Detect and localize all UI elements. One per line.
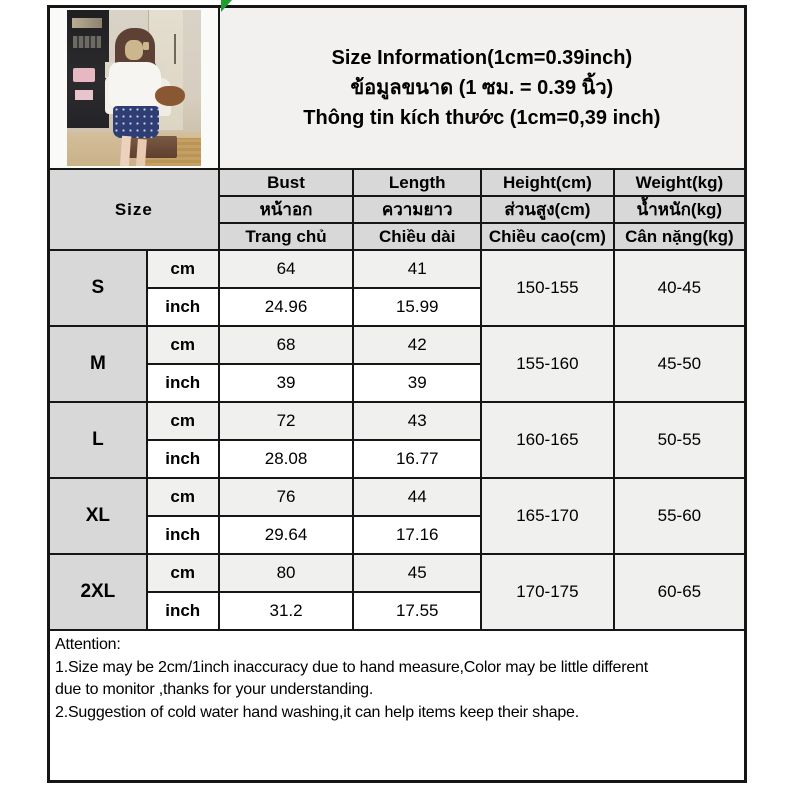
bust-inch-2xl: 31.2 [219,592,354,630]
size-label-xl: XL [49,478,147,554]
header-weight-th: น้ำหนัก(kg) [614,196,746,223]
size-label-s: S [49,250,147,326]
length-inch-l: 16.77 [353,440,481,478]
photo-model-legs [120,136,131,166]
photo-table [125,136,177,158]
unit-label-inch: inch [147,364,219,402]
bust-cm-2xl: 80 [219,554,354,592]
unit-label-cm: cm [147,402,219,440]
header-length-en: Length [353,169,481,196]
unit-label-inch: inch [147,516,219,554]
unit-label-cm: cm [147,554,219,592]
length-inch-xl: 17.16 [353,516,481,554]
weight-range-2xl: 60-65 [614,554,746,630]
attention-line: due to monitor ,thanks for your understanding. [55,681,374,698]
length-cm-l: 43 [353,402,481,440]
bust-cm-l: 72 [219,402,354,440]
header-length-th: ความยาว [353,196,481,223]
header-height-en: Height(cm) [481,169,614,196]
length-cm-m: 42 [353,326,481,364]
title-english: Size Information(1cm=0.39inch) [331,47,633,69]
green-corner-marker [221,0,232,12]
header-weight-en: Weight(kg) [614,169,746,196]
unit-label-inch: inch [147,288,219,326]
size-column-header: Size [49,169,219,250]
bust-cm-xl: 76 [219,478,354,516]
header-bust-en: Bust [219,169,354,196]
product-photo-cell [49,7,219,170]
header-bust-vi: Trang chủ [219,223,354,250]
header-weight-vi: Cân nặng(kg) [614,223,746,250]
attention-line: 1.Size may be 2cm/1inch inaccuracy due to hand measure,Color may be little different [55,658,648,676]
unit-label-inch: inch [147,592,219,630]
bust-inch-s: 24.96 [219,288,354,326]
length-inch-2xl: 17.55 [353,592,481,630]
photo-handbag [155,86,185,106]
size-label-l: L [49,402,147,478]
size-label-2xl: 2XL [49,554,147,630]
header-length-vi: Chiều dài [353,223,481,250]
weight-range-xl: 55-60 [614,478,746,554]
bust-inch-xl: 29.64 [219,516,354,554]
title-thai: ข้อมูลขนาด (1 ซม. = 0.39 นิ้ว) [350,77,614,99]
length-inch-s: 15.99 [353,288,481,326]
attention-line: 2.Suggestion of cold water hand washing,it can help items keep their shape. [55,703,580,721]
length-cm-s: 41 [353,250,481,288]
bust-inch-l: 28.08 [219,440,354,478]
length-inch-m: 39 [353,364,481,402]
photo-shelf [67,10,109,128]
unit-label-cm: cm [147,326,219,364]
unit-label-inch: inch [147,440,219,478]
height-range-s: 150-155 [481,250,614,326]
photo-model-blouse [109,62,161,108]
bust-cm-s: 64 [219,250,354,288]
attention-note [49,630,746,782]
header-height-th: ส่วนสูง(cm) [481,196,614,223]
attention-line: Attention: [55,636,121,653]
photo-skirt [113,106,159,138]
photo-phone-case [125,40,143,60]
length-cm-2xl: 45 [353,554,481,592]
height-range-xl: 165-170 [481,478,614,554]
unit-label-cm: cm [147,250,219,288]
length-cm-xl: 44 [353,478,481,516]
title-vietnamese: Thông tin kích thước (1cm=0,39 inch) [303,107,661,129]
model-photo [67,10,201,166]
unit-label-cm: cm [147,478,219,516]
height-range-2xl: 170-175 [481,554,614,630]
weight-range-m: 45-50 [614,326,746,402]
weight-range-l: 50-55 [614,402,746,478]
bust-cm-m: 68 [219,326,354,364]
size-label-m: M [49,326,147,402]
title-cell [219,7,746,170]
header-bust-th: หน้าอก [219,196,354,223]
size-table [47,5,747,783]
size-chart-sheet [47,5,747,783]
header-height-vi: Chiều cao(cm) [481,223,614,250]
height-range-l: 160-165 [481,402,614,478]
bust-inch-m: 39 [219,364,354,402]
height-range-m: 155-160 [481,326,614,402]
photo-books [73,36,101,48]
weight-range-s: 40-45 [614,250,746,326]
